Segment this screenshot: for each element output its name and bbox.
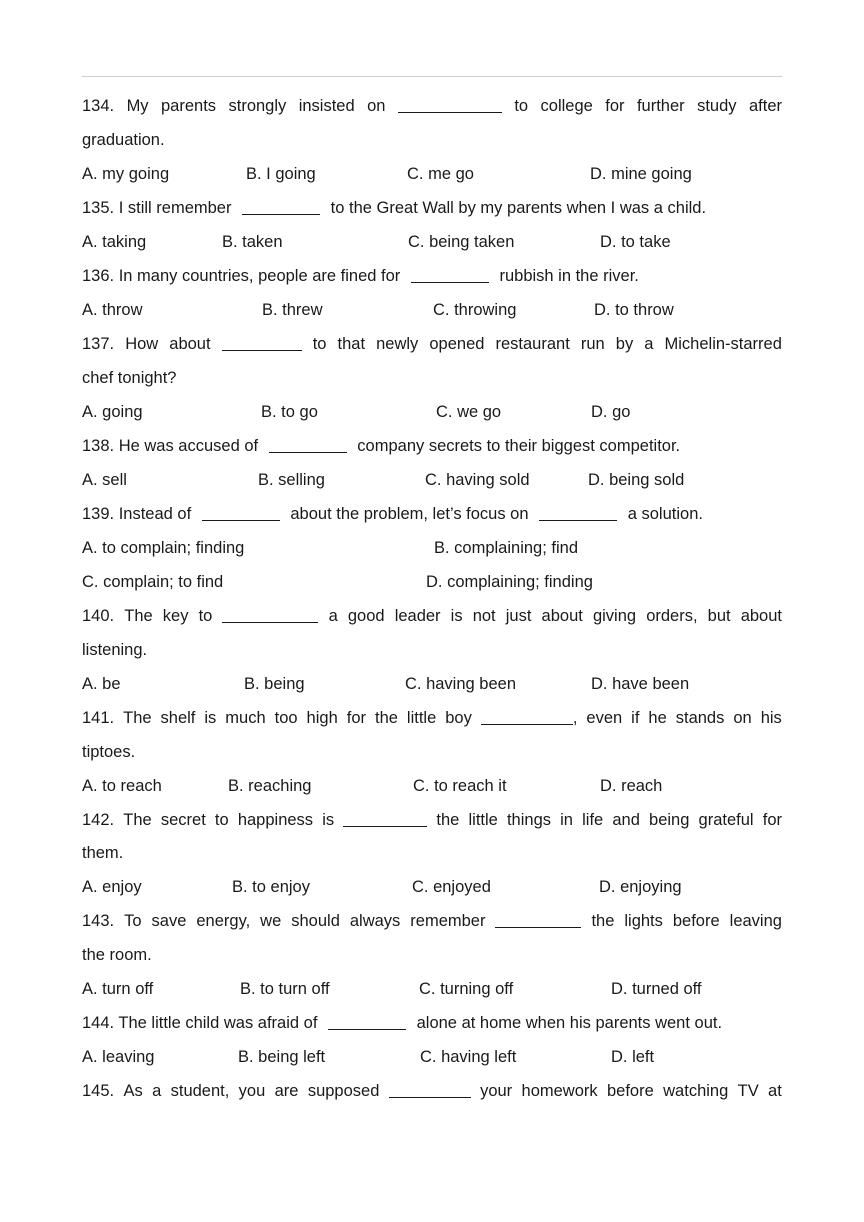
option-b: B. being left [238,1048,326,1066]
question-word: How [125,335,159,353]
question-word: newly [376,335,419,353]
question-word: always [349,912,401,930]
question-word: is [322,811,335,829]
question-word: supposed [307,1082,380,1100]
option-d: D. left [611,1048,655,1066]
option-a: A. taking [82,233,147,251]
question-word: high [306,709,338,727]
question-141 [82,709,782,728]
question-word: student, [170,1082,230,1100]
option-a: A. sell [82,471,127,489]
question-word: key [162,607,189,625]
question-word: 140. [82,607,115,625]
question-word: TV [737,1082,759,1100]
question-text: to the Great Wall by my parents when I was a child. [330,199,707,217]
question-word: to [198,607,213,625]
option-c: C. turning off [419,980,514,998]
answer-blank [242,200,320,215]
question-word: good [347,607,385,625]
question-word: insisted [298,97,355,115]
question-word: to [312,335,327,353]
answer-blank [269,438,347,453]
question-word: leader [394,607,441,625]
option-a: A. my going [82,165,170,183]
question-word: we [260,912,282,930]
question-word: the [374,709,398,727]
option-b: B. to go [261,403,318,421]
question-word: about [541,607,583,625]
question-word: 145. [82,1082,115,1100]
question-word: you [238,1082,266,1100]
question-143 [82,912,782,931]
question-text: company secrets to their biggest competitor. [357,437,681,455]
question-word: and [612,811,640,829]
question-word: is [204,709,217,727]
question-word: save [151,912,187,930]
question-word: the [591,912,615,930]
option-d: D. mine going [590,165,692,183]
question-word: a [644,335,654,353]
answer-blank [481,710,573,725]
question-word: on [367,97,386,115]
question-word: after [748,97,782,115]
question-138 [82,437,680,456]
question-word: stands [675,709,725,727]
option-c: C. me go [407,165,474,183]
question-word: orders, [646,607,698,625]
option-c: C. we go [436,403,502,421]
option-a: A. to reach [82,777,162,795]
answer-blank-group [222,335,302,354]
question-140-continuation: listening. [82,641,148,659]
question-word: run [580,335,605,353]
question-word: at [768,1082,782,1100]
question-word: parents [161,97,217,115]
question-word: just [505,607,532,625]
answer-blank-group [389,1082,471,1101]
question-word: To [124,912,142,930]
question-text: 144. The little child was afraid of [82,1014,318,1032]
question-text: alone at home when his parents went out. [416,1014,723,1032]
answer-blank [222,608,318,623]
question-word: The [123,709,152,727]
question-142-continuation: them. [82,844,124,862]
question-word: on [733,709,752,727]
question-word: Michelin-starred [664,335,782,353]
answer-blank [328,1015,406,1030]
question-text: 138. He was accused of [82,437,259,455]
answer-blank [222,336,302,351]
question-142 [82,811,782,830]
option-a: A. throw [82,301,143,319]
option-d: D. turned off [611,980,702,998]
question-word: life [582,811,604,829]
option-d: D. being sold [588,471,685,489]
option-a: A. to complain; finding [82,539,245,557]
question-word: homework [521,1082,598,1100]
question-word: is [450,607,463,625]
question-word: giving [592,607,637,625]
question-word: he [648,709,667,727]
option-c: C. throwing [433,301,517,319]
question-word: The [123,811,152,829]
question-word: being [649,811,690,829]
question-word: before [672,912,720,930]
question-word: 143. [82,912,115,930]
question-word: about [740,607,782,625]
answer-blank [202,506,280,521]
answer-blank-group [481,709,578,728]
question-word: the [436,811,460,829]
question-145 [82,1082,782,1101]
option-b: B. I going [246,165,316,183]
question-word: , [572,709,578,727]
question-word: The [124,607,153,625]
question-144 [82,1014,722,1033]
answer-blank [495,913,581,928]
question-word: a [328,607,338,625]
question-text: 135. I still remember [82,199,232,217]
question-word: opened [429,335,485,353]
question-word: My [126,97,149,115]
question-word: much [225,709,266,727]
question-word: leaving [729,912,782,930]
option-b: B. threw [262,301,323,319]
question-139 [82,505,703,524]
question-word: restaurant [495,335,570,353]
question-140 [82,607,782,626]
question-word: little [468,811,498,829]
question-word: his [760,709,782,727]
question-word: to [514,97,529,115]
question-word: a [152,1082,162,1100]
question-141-continuation: tiptoes. [82,743,136,761]
option-d: D. have been [591,675,690,693]
option-c: C. complain; to find [82,573,224,591]
option-b: B. to turn off [240,980,330,998]
question-word: too [274,709,298,727]
question-136 [82,267,639,286]
question-135 [82,199,706,218]
question-word: 142. [82,811,115,829]
option-a: A. enjoy [82,878,142,896]
question-word: shelf [160,709,196,727]
question-word: should [291,912,340,930]
question-word: happiness [237,811,314,829]
option-a: A. leaving [82,1048,155,1066]
option-c: C. enjoyed [412,878,491,896]
question-137-continuation: chef tonight? [82,369,177,387]
question-word: things [506,811,551,829]
option-b: B. being [244,675,305,693]
question-word: even [586,709,623,727]
answer-blank-group [222,607,318,626]
question-word: for [346,709,366,727]
question-word: for [762,811,782,829]
answer-blank [389,1083,471,1098]
question-word: strongly [228,97,287,115]
question-word: energy, [196,912,251,930]
option-a: A. turn off [82,980,154,998]
question-text: 139. Instead of [82,505,192,523]
question-word: before [607,1082,654,1100]
question-word: for [605,97,625,115]
question-word: about [169,335,211,353]
option-b: B. selling [258,471,325,489]
answer-blank [411,268,489,283]
option-d: D. go [591,403,631,421]
question-text: a solution. [627,505,703,523]
question-word: your [480,1082,513,1100]
option-c: C. having sold [425,471,530,489]
question-text: 136. In many countries, people are fined for [82,267,401,285]
question-word: study [697,97,737,115]
question-word: if [631,709,640,727]
option-d: D. enjoying [599,878,682,896]
answer-blank [343,812,427,827]
header-divider [82,76,782,77]
answer-blank-group [398,97,502,116]
question-text: rubbish in the river. [499,267,639,285]
question-word: by [615,335,634,353]
question-word: lights [624,912,663,930]
option-d: D. to throw [594,301,674,319]
question-word: that [337,335,366,353]
answer-blank-group [495,912,581,931]
option-d: D. reach [600,777,663,795]
question-134-continuation: graduation. [82,131,165,149]
question-word: watching [663,1082,729,1100]
question-word: As [123,1082,143,1100]
question-word: further [636,97,685,115]
option-c: C. being taken [408,233,515,251]
question-137 [82,335,782,354]
option-b: B. to enjoy [232,878,310,896]
option-c: C. to reach it [413,777,507,795]
option-d: D. complaining; finding [426,573,593,591]
option-a: A. be [82,675,121,693]
question-word: to [214,811,229,829]
question-text: about the problem, let’s focus on [290,505,529,523]
question-134 [82,97,782,116]
option-b: B. reaching [228,777,312,795]
answer-blank-group [343,811,427,830]
question-word: remember [410,912,486,930]
option-c: C. having been [405,675,516,693]
question-word: are [274,1082,299,1100]
option-b: B. complaining; find [434,539,578,557]
question-word: boy [445,709,472,727]
question-word: college [540,97,593,115]
question-143-continuation: the room. [82,946,152,964]
question-word: but [707,607,731,625]
question-word: grateful [698,811,754,829]
option-c: C. having left [420,1048,517,1066]
option-d: D. to take [600,233,671,251]
question-word: secret [160,811,206,829]
answer-blank [398,98,502,113]
question-word: in [560,811,573,829]
question-word: little [406,709,437,727]
question-word: 137. [82,335,115,353]
answer-blank [539,506,617,521]
option-a: A. going [82,403,143,421]
question-word: 134. [82,97,115,115]
question-word: 141. [82,709,115,727]
option-b: B. taken [222,233,283,251]
question-word: not [472,607,496,625]
